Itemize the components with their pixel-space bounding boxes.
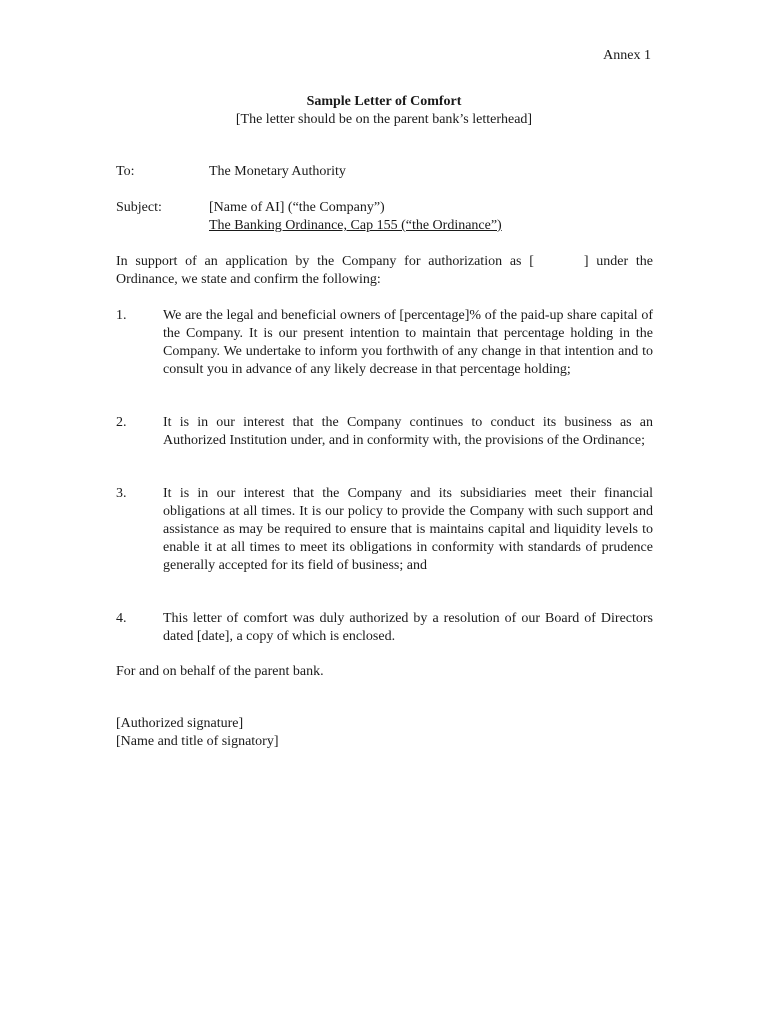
signature-line: [Authorized signature] xyxy=(116,716,244,731)
subject-row xyxy=(116,199,656,235)
list-item-text: This letter of comfort was duly authorized by a resolution of our Board of Directors dated [date], a copy of which is enclosed. xyxy=(163,611,653,644)
list-item-text: We are the legal and beneficial owners of [percentage]% of the paid-up share capital of the Company. It is our present intention to maintain that percentage holding in the Company. We undertake to inform you forthwith of any change in that intention and to consult you in advance of any likely decrease in that percentage holding; xyxy=(163,308,653,377)
intro-text-before: In support of an application by the Company for authorization as [ xyxy=(116,254,534,269)
list-item-text: It is in our interest that the Company and its subsidiaries meet their financial obligations at all times. It is our policy to provide the Company with such support and assistance as may be required to ensure that is maintains capital and liquidity levels to enable it at all times to meet its obligations in conformity with standards of prudence generally accepted for its field of business; and xyxy=(163,486,653,573)
intro-paragraph xyxy=(116,253,653,289)
list-item-number: 2. xyxy=(116,415,127,430)
to-value: The Monetary Authority xyxy=(209,164,346,179)
list-item-number: 4. xyxy=(116,611,127,626)
subject-line-2: The Banking Ordinance, Cap 155 (“the Ordinance”) xyxy=(209,218,502,233)
annex-label: Annex 1 xyxy=(603,48,651,63)
page-subtitle: [The letter should be on the parent bank’s letterhead] xyxy=(235,112,533,127)
title-block xyxy=(0,93,768,129)
list-item-text: It is in our interest that the Company continues to conduct its business as an Authorized Institution under, and in conformity with, the provisions of the Ordinance; xyxy=(163,415,653,448)
to-label: To: xyxy=(116,164,135,179)
signature-block xyxy=(116,715,279,751)
subject-label: Subject: xyxy=(116,200,162,215)
list-item-number: 1. xyxy=(116,308,127,323)
subject-value xyxy=(209,199,656,235)
subject-line-1: [Name of AI] (“the Company”) xyxy=(209,200,385,215)
signatory-name-line: [Name and title of signatory] xyxy=(116,734,279,749)
closing-line: For and on behalf of the parent bank. xyxy=(116,664,324,679)
page-title: Sample Letter of Comfort xyxy=(306,94,462,109)
list-item-number: 3. xyxy=(116,486,127,501)
intro-text-after: ] under the Ordinance, we state and confirm the following: xyxy=(116,254,653,287)
